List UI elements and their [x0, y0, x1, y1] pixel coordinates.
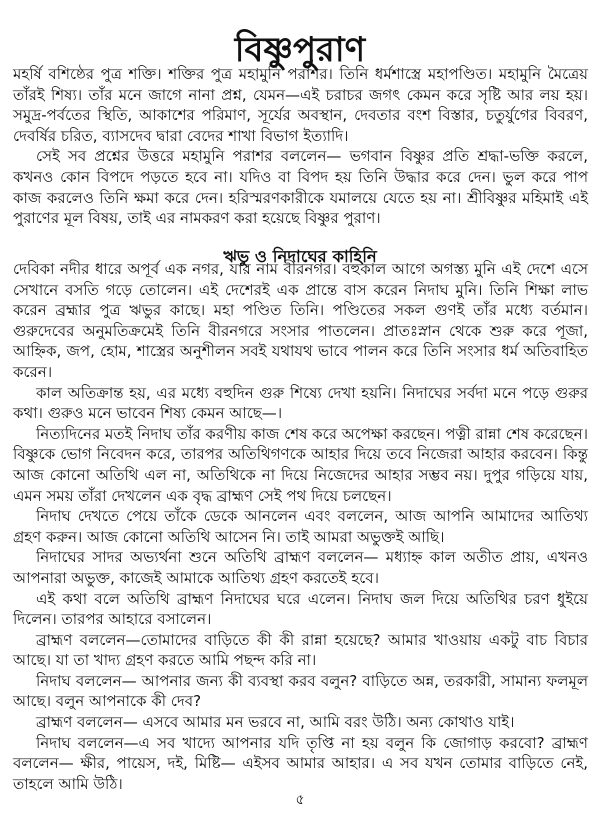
page-number: ৫ — [295, 792, 305, 808]
story-paragraph-10: নিদাঘ বললেন—এ সব খাদ্যে আপনার যদি তৃপ্তি না হয় বলুন কি জোগাড় করবো? ব্রাহ্মণ বললেন— ক্ষীর, পায়েস, দই, মিষ্টি— এইসব আমার আহার। এ সব যখন তোমার বাড়িতে নেই, তাহলে আমি উঠি। — [13, 733, 588, 793]
story-paragraph-1: দেবিকা নদীর ধারে অপূর্ব এক নগর, যার নাম বীরনগর। বহুকাল আগে অগস্ত্য মুনি এই দেশে এসে সেখানে বসতি গড়ে তোলেন। এই দেশেরই এক প্রান্তে বাস করেন নিদাঘ মুনি। তিনি শিক্ষা লাভ করেন ব্রহ্মার পুত্র ঋভুর কাছে। মহা পণ্ডিত তিনি। পণ্ডিতের সকল গুণই তাঁর মধ্যে বর্তমান। গুরুদেবের অনুমতিক্রমেই তিনি বীরনগরে সংসার পাতলেন। প্রাতঃস্নান থেকে শুরু করে পূজা, আহ্নিক, জপ, হোম, শাস্ত্রের অনুশীলন সবই যথাযথ ভাবে পালন করে তিনি সংসার ধর্ম অতিবাহিত করেন। — [13, 260, 588, 381]
story-paragraph-3: নিত্যদিনের মতই নিদাঘ তাঁর করণীয় কাজ শেষ করে অপেক্ষা করছেন। পত্নী রান্না শেষ করেছেন। বিষ্ণুকে ভোগ নিবেদন করে, তারপর অতিথিগণকে আহার দিয়ে তবে নিজেরা আহার করবেন। কিন্তু আজ কোনো অতিথি এল না, অতিথিকে না দিয়ে নিজেদের আহার সম্ভব নয়। দুপুর গড়িয়ে যায়, এমন সময় তাঁরা দেখলেন এক বৃদ্ধ ব্রাহ্মণ সেই পথ দিয়ে চলছেন। — [13, 424, 588, 505]
story-paragraph-7: ব্রাহ্মণ বললেন—তোমাদের বাড়িতে কী কী রান্না হয়েছে? আমার খাওয়ায় একটু বাচ বিচার আছে। যা তা খাদ্য গ্রহণ করতে আমি পছন্দ করি না। — [13, 630, 588, 670]
intro-paragraph-1: মহর্ষি বশিষ্ঠের পুত্র শক্তি। শক্তির পুত্র মহামুনি পরাশর। তিনি ধর্মশাস্ত্রে মহাপণ্ডিত। মহামুনি মৈত্রেয় তাঁরই শিষ্য। তাঁর মনে জাগে নানা প্রশ্ন, যেমন—এই চরাচর জগৎ কেমন করে সৃষ্টি আর লয় হয়। সমুদ্র-পর্বতের স্থিতি, আকাশের পরিমাণ, সূর্যের অবস্থান, দেবতার বংশ বিস্তার, চতুর্যুগের বিবরণ, দেবর্ষির চরিত, ব্যাসদেব দ্বারা বেদের শাখা বিভাগ ইত্যাদি। — [13, 65, 588, 145]
intro-section — [13, 64, 588, 229]
story-paragraph-6: এই কথা বলে অতিথি ব্রাহ্মণ নিদাঘের ঘরে এলেন। নিদাঘ জল দিয়ে অতিথির চরণ ধুইয়ে দিলেন। তারপর আহারে বসালেন। — [13, 589, 588, 629]
story-paragraph-8: নিদাঘ বললেন— আপনার জন্য কী ব্যবস্থা করব বলুন? বাড়িতে অন্ন, তরকারী, সামান্য ফলমূল আছে। বলুন আপনাকে কী দেব? — [13, 671, 588, 711]
intro-paragraph-2: সেই সব প্রশ্নের উত্তরে মহামুনি পরাশর বললেন— ভগবান বিষ্ণুর প্রতি শ্রদ্ধা-ভক্তি করলে, কখনও কোন বিপদে পড়তে হবে না। যদিও বা বিপদ হয় তিনি উদ্ধার করে দেন। ভুল করে পাপ কাজ করলেও তিনি ক্ষমা করে দেন। হরিস্মরণকারীকে যমালয়ে যেতে হয় না। শ্রীবিষ্ণুর মহিমাই এই পুরাণের মূল বিষয়, তাই এর নামকরণ করা হয়েছে বিষ্ণুর পুরাণ। — [13, 147, 588, 228]
story-paragraph-5: নিদাঘের সাদর অভ্যর্থনা শুনে অতিথি ব্রাহ্মণ বললেন— মধ্যাহ্ন কাল অতীত প্রায়, এখনও আপনারা অভুক্ত, কাজেই আমাকে আতিথ্য গ্রহণ করতেই হবে। — [13, 548, 588, 587]
story-paragraph-2: কাল অতিক্রান্ত হয়, এর মধ্যে বহুদিন গুরু শিষ্যে দেখা হয়নি। নিদাঘের সর্বদা মনে পড়ে গুরুর কথা। গুরুও মনে ভাবেন শিষ্য কেমন আছে—। — [13, 383, 588, 423]
page-title: বিষ্ণুপুরাণ — [234, 29, 366, 70]
story-paragraph-9: ব্রাহ্মণ বললেন— এসবে আমার মন ভরবে না, আমি বরং উঠি। অন্য কোথাও যাই। — [36, 713, 515, 732]
section-heading: ঋভু ও নিদাঘের কাহিনি — [223, 246, 377, 266]
story-paragraph-4: নিদাঘ দেখতে পেয়ে তাঁকে ডেকে আনলেন এবং বললেন, আজ আপনি আমাদের আতিথ্য গ্রহণ করুন। আজ কোনো অতিথি আসেন নি। তাই আমরা অভুক্তই আছি। — [13, 507, 588, 546]
story-section — [13, 259, 588, 794]
